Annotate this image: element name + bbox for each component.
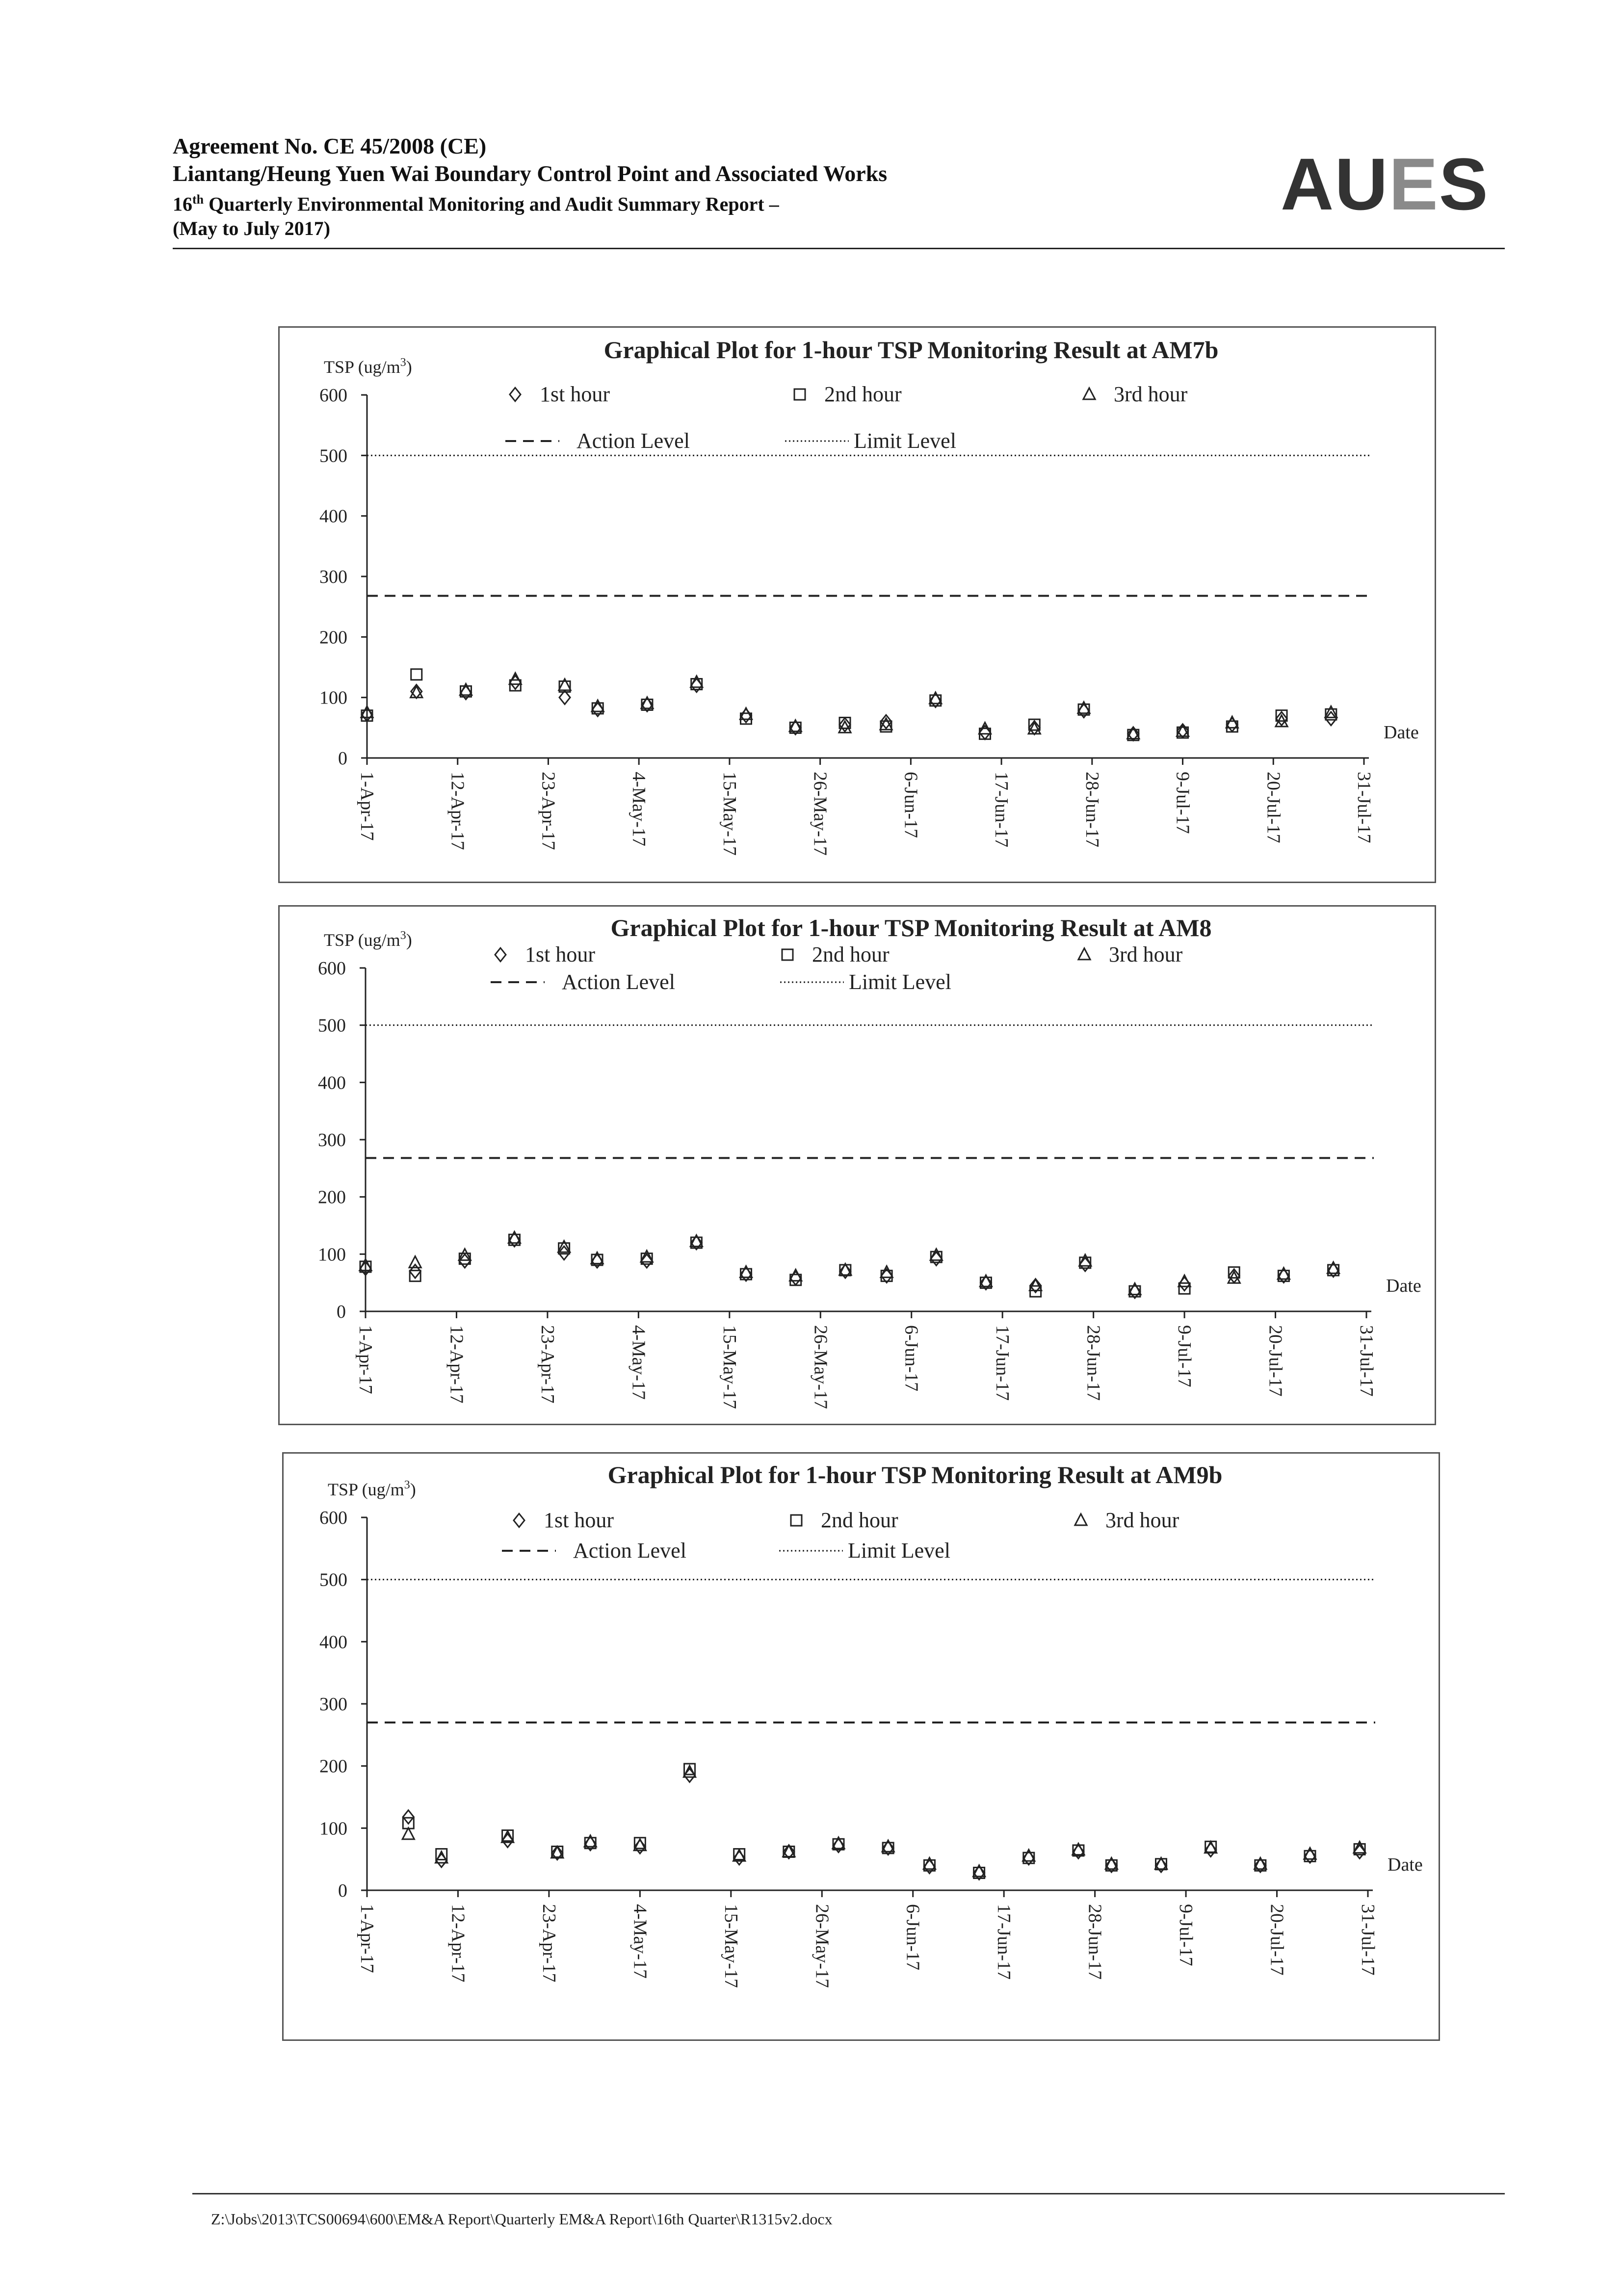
legend-marker [1083,388,1095,399]
aues-logo [1281,143,1489,225]
data-point [409,1256,421,1268]
legend-label: 1st hour [540,382,610,406]
y-tick-label: 300 [319,567,347,587]
y-tick-label: 300 [318,1130,346,1150]
y-tick-label: 400 [318,1072,346,1094]
x-tick-label: 9-Jul-17 [1176,1904,1197,1966]
x-tick-label: 28-Jun-17 [1081,772,1102,848]
legend-marker [1078,948,1090,960]
x-tick-label: 28-Jun-17 [1083,1325,1104,1401]
y-tick-label: 200 [319,1756,347,1777]
y-tick-label: 500 [319,445,347,467]
data-point [410,1271,420,1281]
legend-label: Action Level [576,429,690,453]
legend-marker [514,1513,524,1527]
report-period: (May to July 2017) [173,217,331,240]
logo-letter-e: E [1388,143,1439,225]
data-point [931,1252,942,1266]
legend-marker [1075,1514,1087,1525]
x-tick-label: 23-Apr-17 [538,772,559,850]
x-tick-label: 20-Jul-17 [1265,1325,1286,1397]
legend-label: 3rd hour [1114,382,1188,406]
legend-marker [794,389,805,400]
x-tick-label: 4-May-17 [629,1904,651,1979]
x-axis-label: Date [1388,1854,1423,1875]
legend-label: 1st hour [525,942,595,966]
x-tick-label: 4-May-17 [628,1325,649,1400]
x-tick-label: 15-May-17 [719,772,740,856]
y-tick-label: 200 [319,627,347,648]
data-point [881,1266,892,1277]
x-tick-label: 20-Jul-17 [1263,772,1284,843]
legend-label: Limit Level [848,1539,950,1563]
x-tick-label: 9-Jul-17 [1174,1325,1195,1387]
x-tick-label: 1-Apr-17 [357,772,377,841]
data-point [402,1828,414,1839]
chart-am8 [278,905,1436,1425]
report-title-number: 16 [173,193,192,215]
project-title: Liantang/Heung Yuen Wai Boundary Control Point and Associated Works [173,161,888,186]
x-tick-label: 28-Jun-17 [1084,1904,1105,1980]
chart-svg [280,328,1435,882]
report-title-ordinal: th [192,192,204,207]
y-tick-label: 200 [318,1187,346,1208]
legend-label: 3rd hour [1109,942,1183,966]
x-tick-label: 26-May-17 [810,772,831,856]
legend-label: Action Level [573,1539,686,1563]
data-point [1179,1283,1190,1294]
x-tick-label: 26-May-17 [812,1904,833,1988]
legend-label: 1st hour [544,1508,614,1532]
logo-letter-s: S [1439,143,1489,225]
x-tick-label: 1-Apr-17 [355,1325,376,1394]
x-axis-label: Date [1386,1276,1421,1296]
y-tick-label: 100 [318,1244,346,1265]
y-axis-label: TSP $(ug/m^3)$ [324,929,412,950]
x-tick-label: 17-Jun-17 [991,772,1012,848]
x-tick-label: 23-Apr-17 [538,1904,559,1983]
x-tick-label: 31-Jul-17 [1358,1904,1378,1976]
y-tick-label: 0 [338,1880,347,1901]
legend-label: 3rd hour [1105,1508,1179,1532]
data-point [1079,1254,1091,1266]
x-tick-label: 23-Apr-17 [537,1325,558,1404]
data-point [436,1853,447,1867]
data-point [1354,1845,1365,1859]
y-tick-label: 100 [319,687,347,708]
chart-am9b [282,1452,1440,2041]
x-axis-label: Date [1384,722,1419,743]
x-tick-label: 1-Apr-17 [357,1904,377,1973]
legend-marker [791,1515,802,1526]
chart-svg [280,907,1435,1424]
legend-label: 2nd hour [812,942,890,966]
legend-label: 2nd hour [821,1508,898,1532]
x-tick-label: 17-Jun-17 [992,1325,1013,1401]
x-tick-label: 6-Jun-17 [901,1325,922,1392]
x-tick-label: 31-Jul-17 [1354,772,1374,843]
y-tick-label: 100 [319,1818,347,1839]
y-tick-label: 0 [338,748,347,769]
legend-label: Limit Level [849,970,951,994]
y-axis-label: TSP $(ug/m^3)$ [328,1479,416,1499]
legend-label: Limit Level [854,429,956,453]
x-tick-label: 12-Apr-17 [446,1325,467,1404]
x-tick-label: 31-Jul-17 [1356,1325,1377,1397]
x-tick-label: 17-Jun-17 [994,1904,1015,1980]
data-point [559,691,570,704]
report-title-text: Quarterly Environmental Monitoring and Audit Summary Report – [204,193,779,215]
data-point [684,1769,695,1782]
legend-marker [510,388,521,401]
x-tick-label: 6-Jun-17 [902,1904,923,1971]
logo-letters-au: AU [1281,143,1389,225]
y-tick-label: 600 [318,958,346,979]
chart-title: Graphical Plot for 1-hour TSP Monitoring Result at AM8 [610,914,1212,941]
x-tick-label: 26-May-17 [810,1325,831,1409]
data-point [410,1265,420,1278]
data-point [930,1249,942,1260]
x-tick-label: 15-May-17 [720,1904,741,1988]
x-tick-label: 9-Jul-17 [1172,772,1193,834]
file-path-footer: Z:\Jobs\2013\TCS00694\600\EM&A Report\Quarterly EM&A Report\16th Quarter\R1315v2.docx [211,2210,833,2228]
chart-title: Graphical Plot for 1-hour TSP Monitoring Result at AM7b [603,336,1219,364]
agreement-number: Agreement No. CE 45/2008 (CE) [173,133,487,158]
data-point [510,676,521,689]
data-point [403,1810,414,1824]
footer-rule [192,2193,1505,2194]
x-tick-label: 20-Jul-17 [1266,1904,1287,1976]
x-tick-label: 15-May-17 [719,1325,740,1409]
chart-am7b [278,326,1436,883]
data-point [411,669,422,680]
y-tick-label: 0 [337,1302,346,1322]
y-tick-label: 400 [319,506,347,527]
legend-marker [782,949,793,960]
x-tick-label: 6-Jun-17 [900,772,921,838]
chart-title: Graphical Plot for 1-hour TSP Monitoring Result at AM9b [607,1461,1223,1488]
y-tick-label: 600 [319,385,347,406]
header-rule [173,248,1505,249]
legend-marker [495,948,506,962]
x-tick-label: 4-May-17 [629,772,650,846]
legend-label: Action Level [562,970,675,994]
y-tick-label: 500 [319,1569,347,1591]
y-tick-label: 300 [319,1694,347,1715]
y-axis-label: TSP $(ug/m^3)$ [324,356,412,377]
legend-label: 2nd hour [824,382,902,406]
x-tick-label: 12-Apr-17 [447,772,468,850]
x-tick-label: 12-Apr-17 [447,1904,469,1983]
y-tick-label: 600 [319,1508,347,1528]
chart-svg [284,1454,1439,2039]
data-point [1080,1258,1091,1272]
y-tick-label: 400 [319,1632,347,1653]
y-tick-label: 500 [318,1015,346,1036]
